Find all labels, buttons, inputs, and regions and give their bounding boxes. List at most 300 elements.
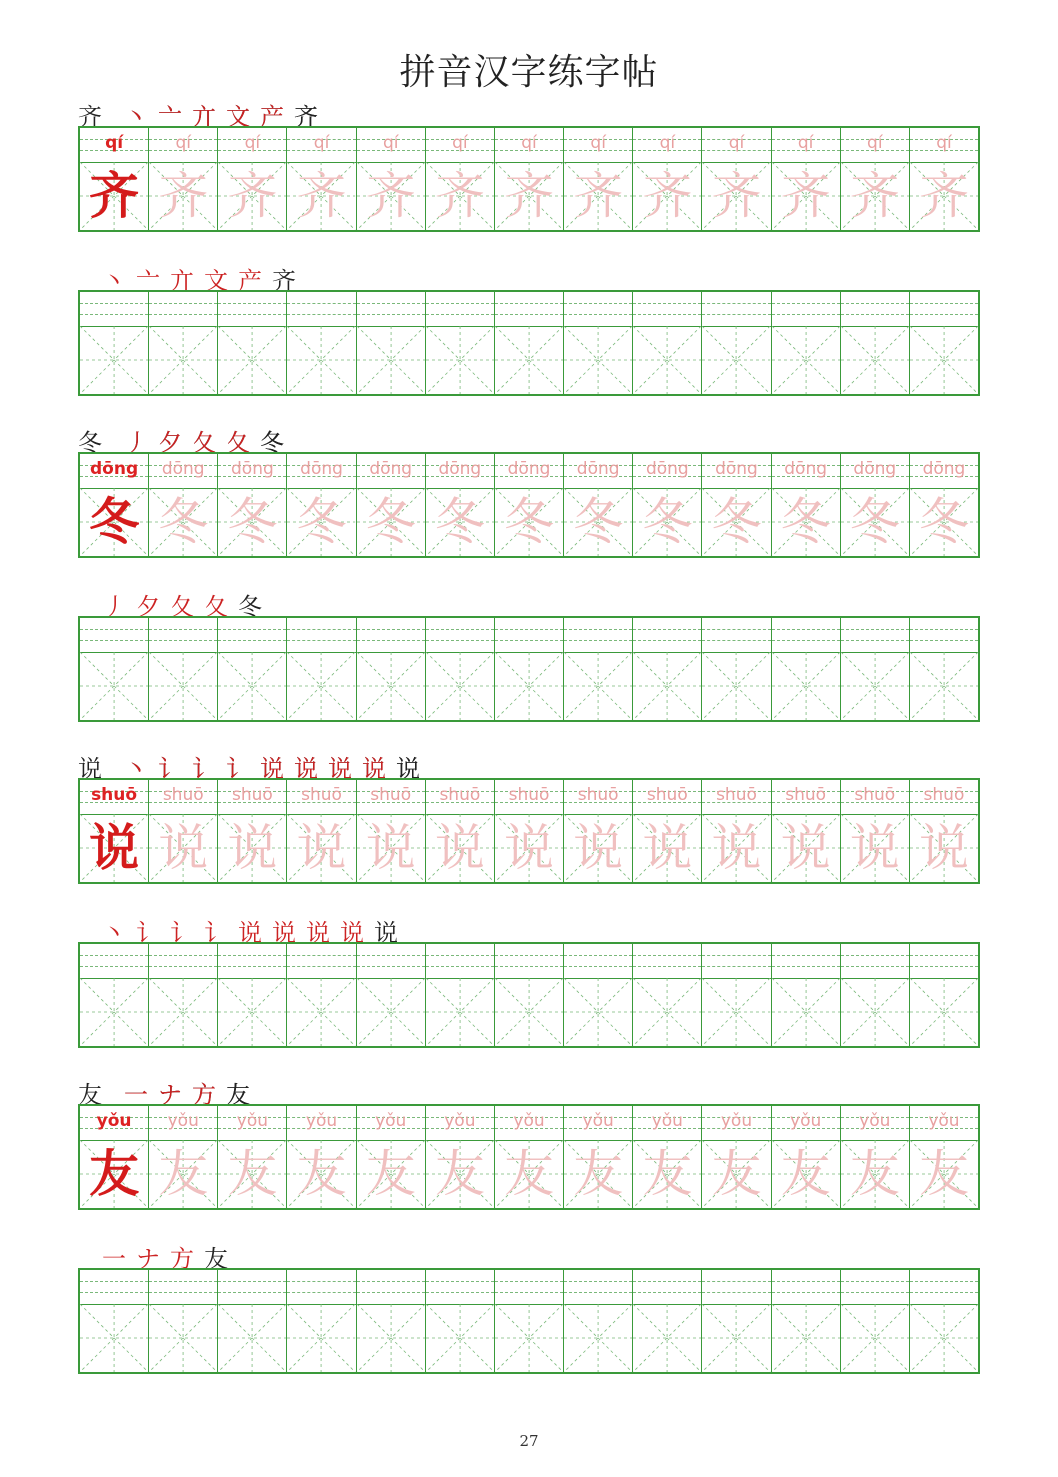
grid-cell[interactable] xyxy=(357,944,426,1046)
char-block xyxy=(78,1070,980,1375)
hanzi-box xyxy=(80,1304,148,1372)
hanzi-box xyxy=(80,488,148,556)
stroke-step: 夂 xyxy=(204,593,228,621)
pinyin-band xyxy=(287,780,355,815)
grid-cell[interactable] xyxy=(426,618,495,720)
hanzi-box xyxy=(218,652,286,720)
grid-cell[interactable] xyxy=(910,128,978,230)
trace-char: 冬 xyxy=(296,493,347,551)
grid-cell[interactable] xyxy=(357,128,426,230)
pinyin-band xyxy=(564,292,632,327)
grid-cell[interactable] xyxy=(149,944,218,1046)
hanzi-box xyxy=(287,162,355,230)
trace-char: 齐 xyxy=(711,167,762,225)
pinyin-text: dōng xyxy=(922,459,966,479)
hanzi-box xyxy=(910,1304,978,1372)
guide-line xyxy=(287,314,355,315)
guide-line xyxy=(633,966,701,967)
pinyin-band xyxy=(633,780,701,815)
guide-line xyxy=(841,1292,909,1293)
grid-cell[interactable] xyxy=(149,292,218,394)
grid-cell[interactable] xyxy=(910,780,978,882)
pinyin-band xyxy=(426,618,494,653)
pinyin-band xyxy=(495,780,563,815)
trace-char: 说 xyxy=(849,819,900,877)
hanzi-box xyxy=(772,1140,840,1208)
grid-cell[interactable] xyxy=(426,292,495,394)
grid-cell[interactable] xyxy=(495,780,564,882)
guide-line xyxy=(357,314,425,315)
grid-cell[interactable] xyxy=(80,1106,149,1208)
guide-line xyxy=(426,303,494,304)
grid-cell[interactable] xyxy=(564,944,633,1046)
pinyin-text: dōng xyxy=(161,459,205,479)
hanzi-box xyxy=(702,162,770,230)
grid-cell[interactable] xyxy=(702,454,771,556)
hanzi-box xyxy=(910,162,978,230)
guide-line xyxy=(80,1281,148,1282)
guide-line xyxy=(495,303,563,304)
pinyin-band xyxy=(80,780,148,815)
pinyin-band xyxy=(426,780,494,815)
guide-line xyxy=(702,1281,770,1282)
grid-cell[interactable] xyxy=(910,454,978,556)
hanzi-box xyxy=(495,978,563,1046)
grid-cell[interactable] xyxy=(841,780,910,882)
pinyin-text: dōng xyxy=(645,459,689,479)
stroke-step: 讠 xyxy=(170,919,194,947)
stroke-step: 亣 xyxy=(192,103,216,131)
grid-cell[interactable] xyxy=(218,1270,287,1372)
pinyin-text: qí xyxy=(728,133,745,153)
hanzi-box xyxy=(426,326,494,394)
pinyin-band xyxy=(633,454,701,489)
grid-cell[interactable] xyxy=(495,618,564,720)
pinyin-band xyxy=(772,944,840,979)
pinyin-band xyxy=(841,780,909,815)
grid-cell[interactable] xyxy=(772,944,841,1046)
guide-line xyxy=(633,629,701,630)
pinyin-band xyxy=(80,128,148,163)
guide-line xyxy=(564,955,632,956)
trace-char: 冬 xyxy=(504,493,555,551)
guide-line xyxy=(772,303,840,304)
stroke-step: 说 xyxy=(260,755,284,783)
guide-line xyxy=(218,303,286,304)
trace-char: 齐 xyxy=(849,167,900,225)
stroke-step: 夂 xyxy=(226,429,250,457)
grid-cell[interactable] xyxy=(772,292,841,394)
grid-cell[interactable] xyxy=(149,128,218,230)
guide-line xyxy=(495,629,563,630)
pinyin-text: yǒu xyxy=(720,1111,753,1131)
hanzi-box xyxy=(910,814,978,882)
guide-line xyxy=(495,966,563,967)
grid-cell[interactable] xyxy=(218,454,287,556)
pinyin-band xyxy=(149,1270,217,1305)
grid-cell[interactable] xyxy=(218,780,287,882)
pinyin-band xyxy=(149,780,217,815)
pinyin-band xyxy=(772,454,840,489)
pinyin-band xyxy=(149,944,217,979)
pinyin-text: qí xyxy=(590,133,606,153)
stroke-step: 丶 xyxy=(102,919,126,947)
trace-char: 友 xyxy=(780,1145,831,1203)
pinyin-text: yǒu xyxy=(859,1111,891,1131)
grid-cell[interactable] xyxy=(910,944,978,1046)
guide-line xyxy=(564,1292,632,1293)
guide-line xyxy=(702,629,770,630)
guide-line xyxy=(564,303,632,304)
hanzi-box xyxy=(633,1140,701,1208)
grid-cell[interactable] xyxy=(426,780,495,882)
trace-char: 友 xyxy=(918,1145,969,1203)
guide-line xyxy=(80,303,148,304)
grid-cell[interactable] xyxy=(564,618,633,720)
practice-grid-traced xyxy=(78,778,980,884)
grid-cell[interactable] xyxy=(702,1270,771,1372)
hanzi-box xyxy=(287,326,355,394)
head-char: 友 xyxy=(78,1081,102,1109)
guide-line xyxy=(772,966,840,967)
grid-cell[interactable] xyxy=(80,944,149,1046)
hanzi-box xyxy=(772,814,840,882)
grid-cell[interactable] xyxy=(772,1106,841,1208)
grid-cell[interactable] xyxy=(772,618,841,720)
grid-cell[interactable] xyxy=(426,944,495,1046)
grid-cell[interactable] xyxy=(702,292,771,394)
grid-cell[interactable] xyxy=(910,1106,978,1208)
grid-cell[interactable] xyxy=(149,780,218,882)
grid-cell[interactable] xyxy=(841,1270,910,1372)
pinyin-band xyxy=(218,780,286,815)
guide-line xyxy=(633,1281,701,1282)
grid-cell[interactable] xyxy=(80,1270,149,1372)
grid-cell[interactable] xyxy=(287,454,356,556)
trace-char: 冬 xyxy=(158,493,209,551)
grid-cell[interactable] xyxy=(841,1106,910,1208)
pinyin-text: yǒu xyxy=(582,1111,614,1131)
grid-cell[interactable] xyxy=(357,1270,426,1372)
grid-cell[interactable] xyxy=(287,292,356,394)
grid-cell[interactable] xyxy=(218,128,287,230)
pinyin-band xyxy=(149,454,217,489)
guide-line xyxy=(426,640,494,641)
hanzi-box xyxy=(287,1304,355,1372)
grid-cell[interactable] xyxy=(841,454,910,556)
guide-line xyxy=(426,966,494,967)
hanzi-box xyxy=(426,652,494,720)
hanzi-box xyxy=(772,1304,840,1372)
hanzi-box xyxy=(218,326,286,394)
stroke-step: 齐 xyxy=(272,267,296,295)
grid-cell[interactable] xyxy=(287,1106,356,1208)
pinyin-text: dōng xyxy=(300,459,343,479)
stroke-step: 丿 xyxy=(102,593,126,621)
pinyin-band xyxy=(495,1270,563,1305)
stroke-step: 文 xyxy=(204,267,228,295)
pinyin-text: qí xyxy=(382,133,399,153)
grid-cell[interactable] xyxy=(772,780,841,882)
head-char: 冬 xyxy=(78,429,102,457)
grid-cell[interactable] xyxy=(702,618,771,720)
hanzi-box xyxy=(564,814,632,882)
hanzi-box xyxy=(495,488,563,556)
grid-cell[interactable] xyxy=(633,618,702,720)
stroke-step: ナ xyxy=(158,1081,182,1109)
grid-cell[interactable] xyxy=(149,1270,218,1372)
grid-cell[interactable] xyxy=(564,292,633,394)
grid-cell[interactable] xyxy=(287,1270,356,1372)
grid-cell[interactable] xyxy=(633,780,702,882)
pinyin-band xyxy=(495,618,563,653)
guide-line xyxy=(218,314,286,315)
hanzi-box xyxy=(910,978,978,1046)
guide-line xyxy=(841,1281,909,1282)
grid-cell[interactable] xyxy=(633,454,702,556)
grid-cell[interactable] xyxy=(287,128,356,230)
grid-cell[interactable] xyxy=(149,454,218,556)
grid-cell[interactable] xyxy=(564,128,633,230)
hanzi-box xyxy=(633,162,701,230)
guide-line xyxy=(495,314,563,315)
pinyin-text: yǒu xyxy=(444,1111,476,1131)
grid-cell[interactable] xyxy=(218,1106,287,1208)
guide-line xyxy=(841,314,909,315)
grid-cell[interactable] xyxy=(357,780,426,882)
grid-cell[interactable] xyxy=(80,618,149,720)
hanzi-box xyxy=(564,326,632,394)
pinyin-band xyxy=(564,454,632,489)
hanzi-box xyxy=(357,488,425,556)
stroke-step: 方 xyxy=(192,1081,216,1109)
grid-cell[interactable] xyxy=(841,944,910,1046)
guide-line xyxy=(426,1292,494,1293)
pinyin-band xyxy=(564,618,632,653)
guide-line xyxy=(357,629,425,630)
guide-line xyxy=(633,303,701,304)
pinyin-band xyxy=(495,944,563,979)
head-char: 齐 xyxy=(78,103,102,131)
grid-cell[interactable] xyxy=(564,780,633,882)
pinyin-band xyxy=(564,1270,632,1305)
grid-cell[interactable] xyxy=(910,618,978,720)
pinyin-band xyxy=(702,292,770,327)
hanzi-box xyxy=(80,652,148,720)
grid-cell[interactable] xyxy=(426,1106,495,1208)
pinyin-text: qí xyxy=(452,133,468,153)
grid-cell[interactable] xyxy=(80,128,149,230)
grid-cell[interactable] xyxy=(702,1106,771,1208)
pinyin-band xyxy=(910,292,978,327)
hanzi-box xyxy=(702,326,770,394)
grid-cell[interactable] xyxy=(841,128,910,230)
grid-cell[interactable] xyxy=(426,454,495,556)
grid-cell[interactable] xyxy=(218,618,287,720)
grid-cell[interactable] xyxy=(495,128,564,230)
hanzi-box xyxy=(633,814,701,882)
grid-cell[interactable] xyxy=(633,944,702,1046)
hanzi-box xyxy=(149,162,217,230)
grid-cell[interactable] xyxy=(357,454,426,556)
grid-cell[interactable] xyxy=(702,128,771,230)
grid-cell[interactable] xyxy=(702,780,771,882)
hanzi-box xyxy=(633,488,701,556)
guide-line xyxy=(357,303,425,304)
pinyin-band xyxy=(702,1106,770,1141)
guide-line xyxy=(910,629,978,630)
hanzi-box xyxy=(772,162,840,230)
grid-cell[interactable] xyxy=(80,780,149,882)
grid-cell[interactable] xyxy=(218,292,287,394)
grid-cell[interactable] xyxy=(357,618,426,720)
guide-line xyxy=(702,1292,770,1293)
grid-cell[interactable] xyxy=(841,618,910,720)
pinyin-text: shuō xyxy=(923,785,965,805)
grid-cell[interactable] xyxy=(633,292,702,394)
grid-cell[interactable] xyxy=(218,944,287,1046)
hanzi-box xyxy=(564,652,632,720)
pinyin-text: yǒu xyxy=(651,1111,683,1131)
hanzi-box xyxy=(564,1304,632,1372)
guide-line xyxy=(702,303,770,304)
grid-cell[interactable] xyxy=(702,944,771,1046)
grid-cell[interactable] xyxy=(495,944,564,1046)
pinyin-text: dōng xyxy=(507,459,551,479)
grid-cell[interactable] xyxy=(910,1270,978,1372)
pinyin-band xyxy=(633,618,701,653)
grid-cell[interactable] xyxy=(633,128,702,230)
trace-char: 齐 xyxy=(227,167,278,225)
model-char: 齐 xyxy=(89,166,140,225)
pinyin-text: qí xyxy=(175,133,191,153)
grid-cell[interactable] xyxy=(426,1270,495,1372)
pinyin-band xyxy=(841,1106,909,1141)
grid-cell[interactable] xyxy=(287,944,356,1046)
pinyin-band xyxy=(287,944,355,979)
pinyin-text: qí xyxy=(521,133,537,153)
pinyin-text: shuō xyxy=(785,785,827,805)
pinyin-band xyxy=(910,1106,978,1141)
hanzi-box xyxy=(218,814,286,882)
guide-line xyxy=(841,955,909,956)
pinyin-text: qí xyxy=(244,133,261,153)
guide-line xyxy=(80,629,148,630)
grid-cell[interactable] xyxy=(357,292,426,394)
guide-line xyxy=(218,966,286,967)
stroke-step: 说 xyxy=(340,919,364,947)
grid-cell[interactable] xyxy=(633,1106,702,1208)
pinyin-band xyxy=(910,128,978,163)
grid-cell[interactable] xyxy=(564,454,633,556)
hanzi-box xyxy=(80,162,148,230)
pinyin-band xyxy=(149,618,217,653)
pinyin-band xyxy=(80,1106,148,1141)
pinyin-band xyxy=(80,944,148,979)
guide-line xyxy=(80,640,148,641)
pinyin-band xyxy=(633,1270,701,1305)
trace-char: 冬 xyxy=(780,493,831,551)
hanzi-box xyxy=(633,978,701,1046)
pinyin-text: dōng xyxy=(369,459,413,479)
grid-cell[interactable] xyxy=(80,454,149,556)
stroke-step: 夂 xyxy=(192,429,216,457)
grid-cell[interactable] xyxy=(772,454,841,556)
grid-cell[interactable] xyxy=(910,292,978,394)
guide-line xyxy=(495,1281,563,1282)
grid-cell[interactable] xyxy=(495,1106,564,1208)
guide-line xyxy=(149,629,217,630)
grid-cell[interactable] xyxy=(841,292,910,394)
grid-cell[interactable] xyxy=(80,292,149,394)
stroke-step: 说 xyxy=(272,919,296,947)
grid-cell[interactable] xyxy=(564,1270,633,1372)
guide-line xyxy=(149,1292,217,1293)
stroke-step: 冬 xyxy=(260,429,284,457)
hanzi-box xyxy=(495,1140,563,1208)
hanzi-box xyxy=(426,1140,494,1208)
pinyin-band xyxy=(426,454,494,489)
grid-cell[interactable] xyxy=(426,128,495,230)
trace-char: 说 xyxy=(296,819,347,877)
grid-cell[interactable] xyxy=(564,1106,633,1208)
guide-line xyxy=(910,1292,978,1293)
pinyin-band xyxy=(495,292,563,327)
pinyin-band xyxy=(841,1270,909,1305)
trace-char: 齐 xyxy=(504,167,555,225)
stroke-step: 讠 xyxy=(192,755,216,783)
grid-cell[interactable] xyxy=(287,780,356,882)
pinyin-band xyxy=(218,454,286,489)
stroke-step: 说 xyxy=(306,919,330,947)
guide-line xyxy=(910,955,978,956)
hanzi-box xyxy=(495,652,563,720)
hanzi-box xyxy=(564,162,632,230)
stroke-step: 说 xyxy=(396,755,420,783)
grid-cell[interactable] xyxy=(772,1270,841,1372)
guide-line xyxy=(218,629,286,630)
guide-line xyxy=(80,955,148,956)
pinyin-text: shuō xyxy=(301,785,342,805)
grid-cell[interactable] xyxy=(495,292,564,394)
guide-line xyxy=(633,640,701,641)
guide-line xyxy=(495,640,563,641)
grid-cell[interactable] xyxy=(357,1106,426,1208)
grid-cell[interactable] xyxy=(149,1106,218,1208)
grid-cell[interactable] xyxy=(495,1270,564,1372)
grid-cell[interactable] xyxy=(287,618,356,720)
grid-cell[interactable] xyxy=(633,1270,702,1372)
hanzi-box xyxy=(633,326,701,394)
guide-line xyxy=(287,955,355,956)
grid-cell[interactable] xyxy=(495,454,564,556)
hanzi-box xyxy=(841,814,909,882)
stroke-step: 文 xyxy=(226,103,250,131)
pinyin-text: shuō xyxy=(716,785,757,805)
pinyin-band xyxy=(841,944,909,979)
guide-line xyxy=(218,1292,286,1293)
trace-char: 说 xyxy=(365,819,416,877)
grid-cell[interactable] xyxy=(772,128,841,230)
trace-char: 说 xyxy=(227,819,278,877)
pinyin-text: yǒu xyxy=(790,1111,822,1131)
grid-cell[interactable] xyxy=(149,618,218,720)
hanzi-box xyxy=(357,326,425,394)
stroke-step: 一 xyxy=(124,1081,148,1109)
pinyin-text: dōng xyxy=(715,459,758,479)
hanzi-box xyxy=(841,326,909,394)
practice-grid-empty xyxy=(78,1268,980,1374)
